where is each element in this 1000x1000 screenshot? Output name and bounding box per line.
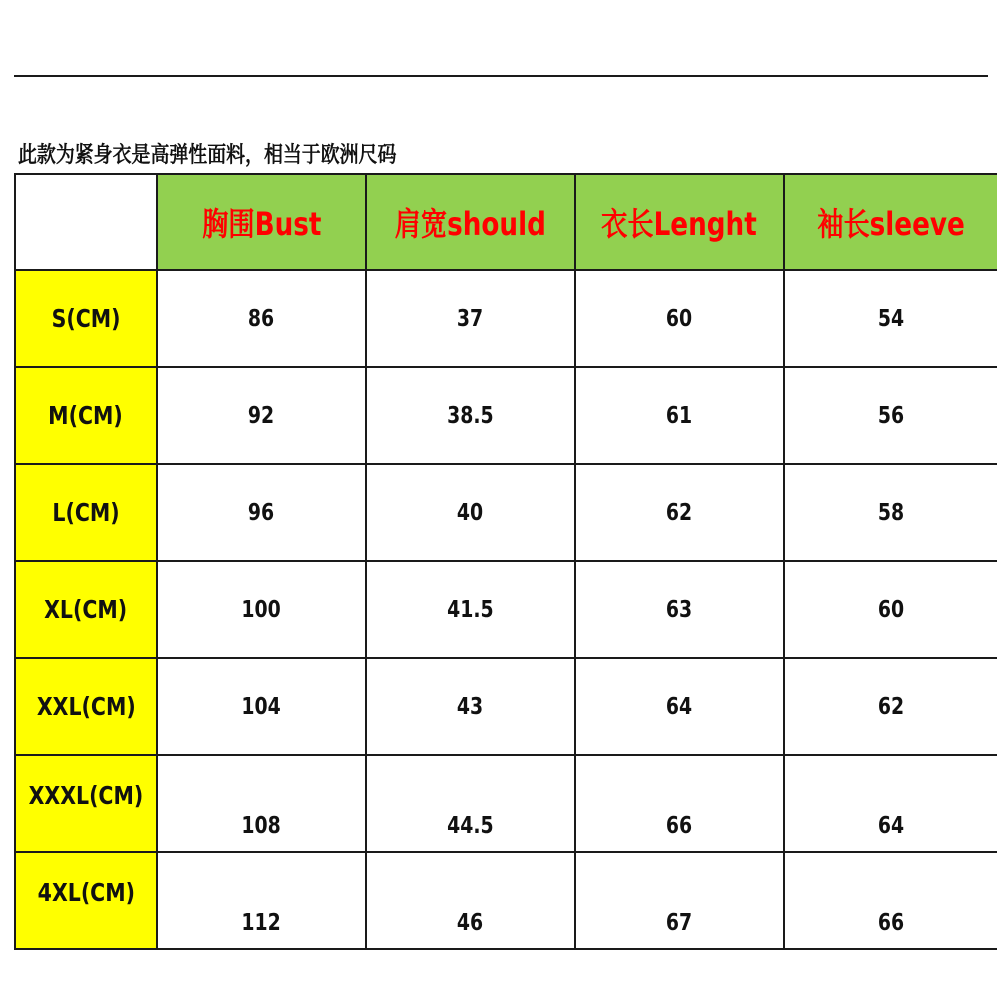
sleeve-value: 58	[784, 464, 997, 561]
sleeve-value: 60	[784, 561, 997, 658]
length-value: 60	[575, 270, 784, 367]
table-row	[15, 270, 997, 367]
table-row	[15, 755, 997, 852]
length-value: 63	[575, 561, 784, 658]
sleeve-value: 62	[784, 658, 997, 755]
table-row	[15, 464, 997, 561]
fabric-note-caption: 此款为紧身衣是高弹性面料，相当于欧洲尺码	[18, 143, 397, 168]
length-value: 67	[575, 852, 784, 949]
size-label: M(CM)	[15, 367, 157, 464]
table-row	[15, 561, 997, 658]
top-divider	[14, 75, 988, 77]
length-value: 62	[575, 464, 784, 561]
length-value: 64	[575, 658, 784, 755]
bust-value: 104	[157, 658, 366, 755]
shoulder-value: 40	[366, 464, 575, 561]
sleeve-value: 56	[784, 367, 997, 464]
shoulder-value: 37	[366, 270, 575, 367]
header-row	[15, 174, 997, 270]
size-label: XXL(CM)	[15, 658, 157, 755]
size-label: L(CM)	[15, 464, 157, 561]
shoulder-value: 41.5	[366, 561, 575, 658]
header-length: 衣长Lenght	[575, 174, 784, 270]
size-label: S(CM)	[15, 270, 157, 367]
header-corner-cell	[15, 174, 157, 270]
bust-value: 112	[157, 852, 366, 949]
bust-value: 96	[157, 464, 366, 561]
bust-value: 100	[157, 561, 366, 658]
size-label: XXXL(CM)	[15, 755, 157, 852]
table-row	[15, 852, 997, 949]
size-label: 4XL(CM)	[15, 852, 157, 949]
size-label: XL(CM)	[15, 561, 157, 658]
shoulder-value: 38.5	[366, 367, 575, 464]
bust-value: 92	[157, 367, 366, 464]
table-row	[15, 658, 997, 755]
table-row	[15, 367, 997, 464]
shoulder-value: 44.5	[366, 755, 575, 852]
header-shoulder: 肩宽should	[366, 174, 575, 270]
header-bust: 胸围Bust	[157, 174, 366, 270]
header-sleeve: 袖长sleeve	[784, 174, 997, 270]
sleeve-value: 66	[784, 852, 997, 949]
bust-value: 86	[157, 270, 366, 367]
length-value: 61	[575, 367, 784, 464]
shoulder-value: 46	[366, 852, 575, 949]
length-value: 66	[575, 755, 784, 852]
sleeve-value: 54	[784, 270, 997, 367]
shoulder-value: 43	[366, 658, 575, 755]
bust-value: 108	[157, 755, 366, 852]
sleeve-value: 64	[784, 755, 997, 852]
size-table	[14, 173, 997, 950]
